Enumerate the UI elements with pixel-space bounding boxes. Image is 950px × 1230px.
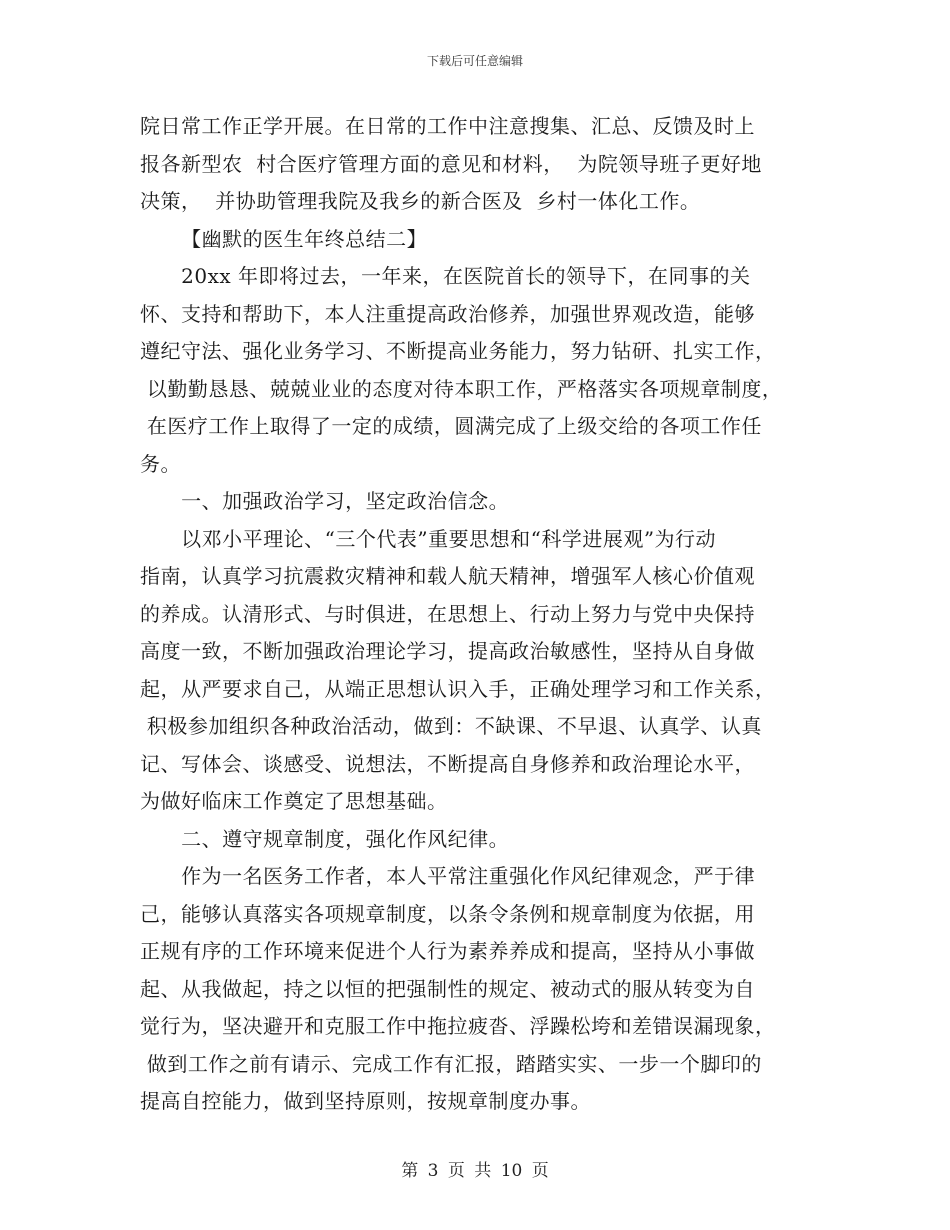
text-line: 院日常工作正学开展。在日常的工作中注意搜集、汇总、反馈及时上: [140, 114, 755, 138]
text-line: 作为一名医务工作者，本人平常注重强化作风纪律观念，严于律: [140, 864, 756, 888]
text-line: 正规有序的工作环境来促进个人行为素养养成和提高，坚持从小事做: [140, 939, 755, 963]
text-line: 做到工作之前有请示、完成工作有汇报，踏踏实实、一步一个脚印的: [140, 1051, 762, 1076]
section-heading: 【幽默的医生年终总结二】: [140, 226, 428, 251]
text-line: 以勤勤恳恳、兢兢业业的态度对待本职工作，严格落实各项规章制度，: [140, 376, 783, 401]
document-body: [140, 108, 820, 1121]
text-line: 记、写体会、谈感受、说想法，不断提高自身修养和政治理论水平，: [140, 751, 755, 776]
text-line: 指南，认真学习抗震救灾精神和载人航天精神，增强军人核心价值观: [140, 564, 755, 588]
text-line: 提高自控能力，做到坚持原则，按规章制度办事。: [140, 1089, 591, 1113]
text-line: 的养成。认清形式、与时俱进，在思想上、行动上努力与党中央保持: [140, 601, 755, 626]
text-line: 怀、支持和帮助下，本人注重提高政治修养，加强世界观改造，能够: [140, 301, 755, 326]
page-number: 第 3 页 共 10 页: [401, 1161, 549, 1181]
page-header-note: 下载后可任意编辑: [426, 54, 523, 68]
text-line: 报各新型农 村合医疗管理方面的意见和材料， 为院领导班子更好地: [140, 151, 762, 176]
text-line: 为做好临床工作奠定了思想基础。: [140, 789, 448, 813]
text-line: 以邓小平理论、“三个代表”重要思想和“科学进展观”为行动: [140, 526, 717, 551]
text-line: 起，从严要求自己，从端正思想认识入手，正确处理学习和工作关系，: [140, 676, 776, 701]
text-line: 积极参加组织各种政治活动，做到：不缺课、不早退、认真学、认真: [140, 714, 762, 738]
text-line: 决策， 并协助管理我院及我乡的新合医及 乡村一体化工作。: [140, 189, 701, 213]
text-line: 遵纪守法、强化业务学习、不断提高业务能力，努力钻研、扎实工作，: [140, 339, 776, 363]
text-line: 起、从我做起，持之以恒的把强制性的规定、被动式的服从转变为自: [140, 976, 755, 1001]
text-line: 己，能够认真落实各项规章制度，以条令条例和规章制度为依据，用: [140, 901, 755, 926]
text-line: 在医疗工作上取得了一定的成绩，圆满完成了上级交给的各项工作任: [140, 414, 762, 438]
text-line: 高度一致，不断加强政治理论学习，提高政治敏感性，坚持从自身做: [140, 639, 755, 663]
text-line: 觉行为，坚决避开和克服工作中拖拉疲沓、浮躁松垮和差错误漏现象，: [140, 1014, 776, 1038]
text-line: 务。: [140, 451, 181, 476]
subsection-heading: 二、遵守规章制度，强化作风纪律。: [140, 826, 510, 851]
text-line: 20xx 年即将过去，一年来，在医院首长的领导下，在同事的关: [140, 264, 751, 288]
subsection-heading: 一、加强政治学习，坚定政治信念。: [140, 489, 510, 513]
